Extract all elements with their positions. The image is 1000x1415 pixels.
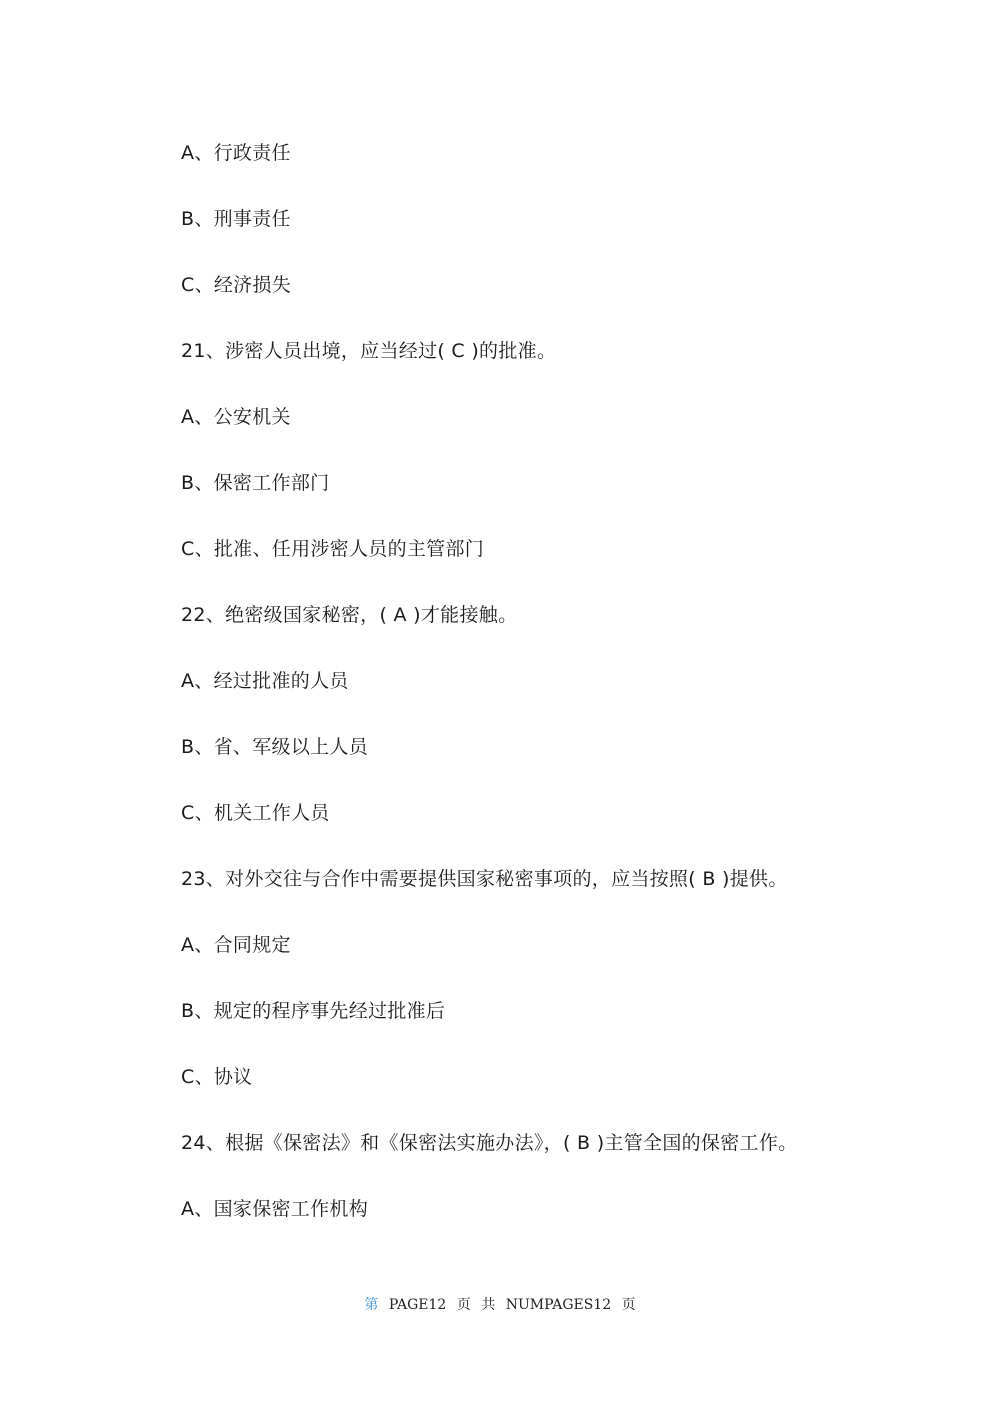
document-body: [181, 136, 881, 1258]
option-line: C、经济损失: [181, 274, 292, 296]
footer-di: 第: [364, 1297, 379, 1313]
question-23: 23、对外交往与合作中需要提供国家秘密事项的，应当按照( B )提供。: [181, 868, 788, 890]
option-line: A、行政责任: [181, 142, 291, 164]
option-line: C、协议: [181, 1066, 253, 1088]
footer-gong: 共: [481, 1297, 496, 1313]
option-line: A、合同规定: [181, 934, 291, 956]
footer-ye: 页: [621, 1297, 636, 1313]
option-line: B、规定的程序事先经过批准后: [181, 1000, 446, 1022]
option-line: B、刑事责任: [181, 208, 291, 230]
footer-page-field: PAGE12: [388, 1297, 447, 1313]
option-line: B、保密工作部门: [181, 472, 330, 494]
footer-numpages-field: NUMPAGES12: [505, 1297, 612, 1313]
page-footer: [0, 1294, 1000, 1314]
option-line: C、机关工作人员: [181, 802, 330, 824]
question-22: 22、绝密级国家秘密，( A )才能接触。: [181, 604, 518, 626]
question-24: 24、根据《保密法》和《保密法实施办法》，( B )主管全国的保密工作。: [181, 1132, 798, 1154]
option-line: A、经过批准的人员: [181, 670, 349, 692]
footer-ye: 页: [456, 1297, 471, 1313]
option-line: B、省、军级以上人员: [181, 736, 369, 758]
option-line: A、国家保密工作机构: [181, 1198, 368, 1220]
option-line: A、公安机关: [181, 406, 291, 428]
option-line: C、批准、任用涉密人员的主管部门: [181, 538, 485, 560]
question-21: 21、涉密人员出境，应当经过( C )的批准。: [181, 340, 557, 362]
